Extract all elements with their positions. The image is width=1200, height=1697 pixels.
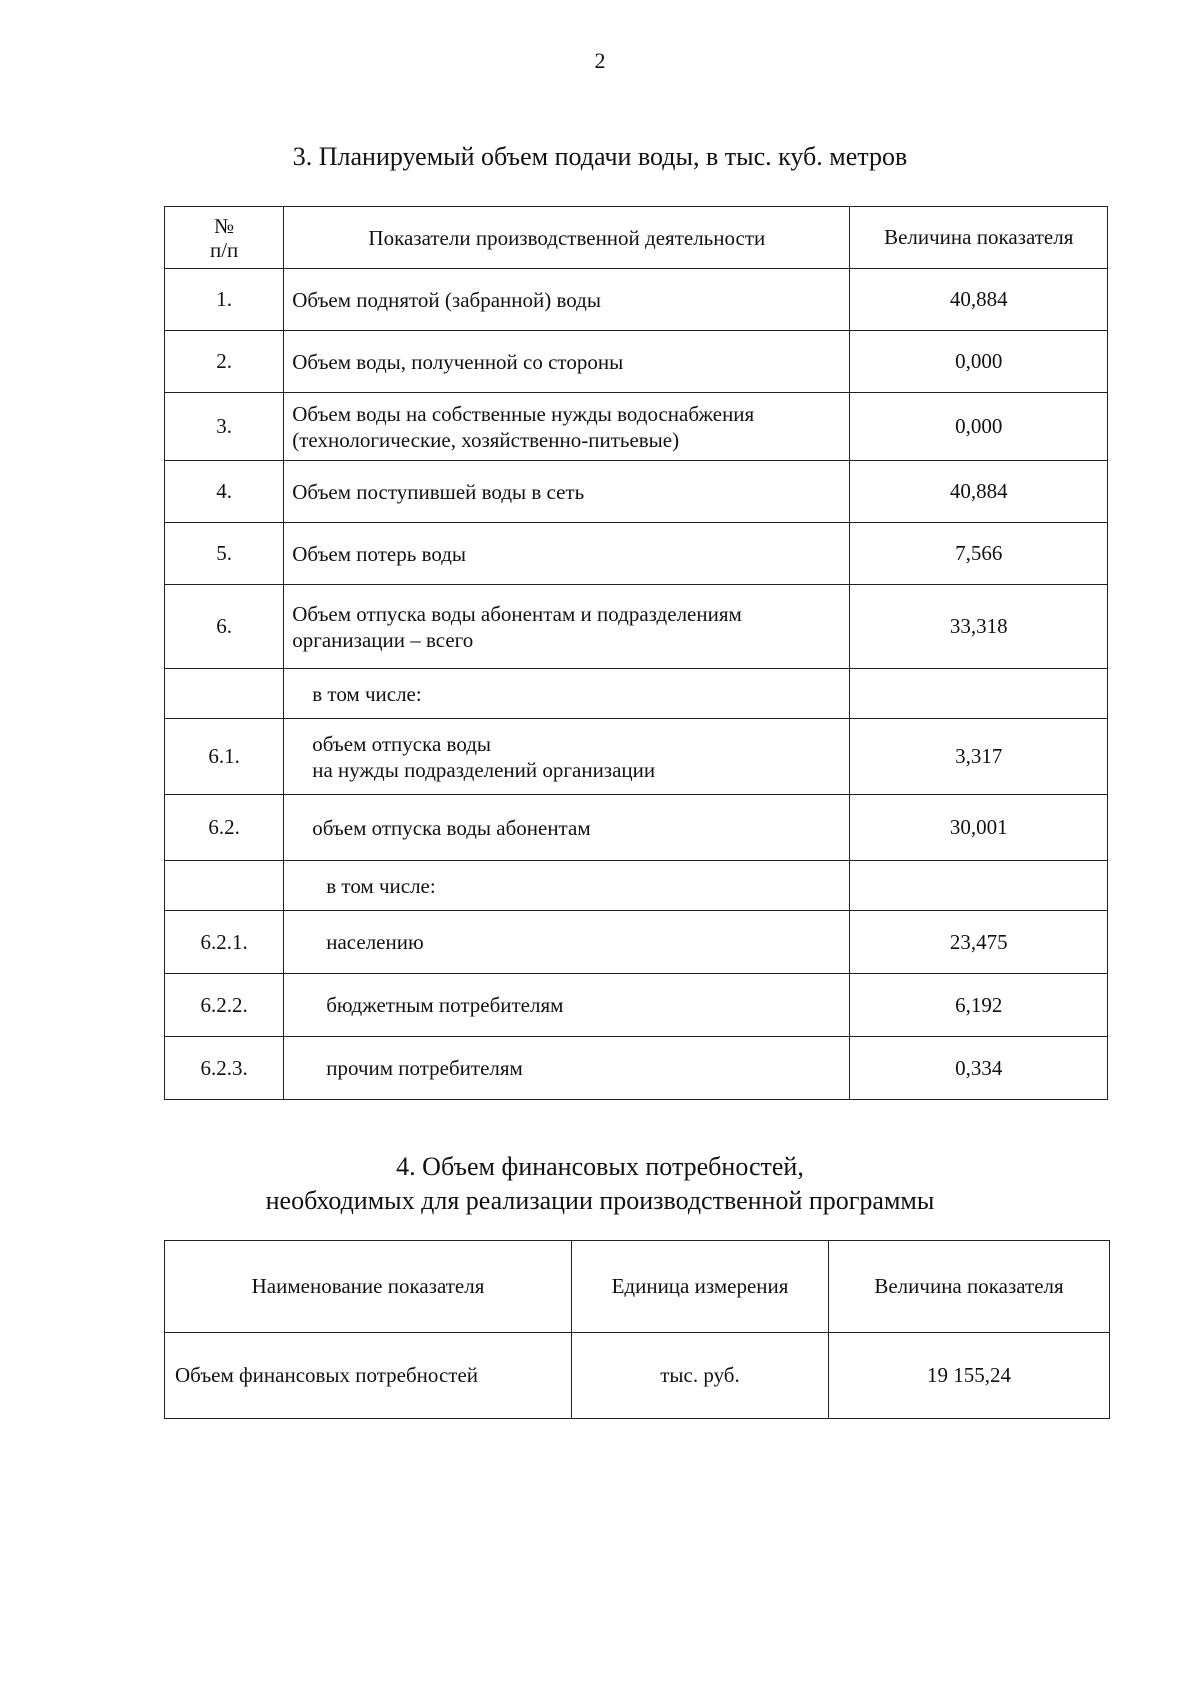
section-4-title-line2: необходимых для реализации производственной программы	[265, 1186, 935, 1215]
row-label: Объем воды на собственные нужды водоснабжения (технологические, хозяйственно-питьевые)	[284, 393, 850, 461]
row-label: Объем отпуска воды абонентам и подразделениям организации – всего	[284, 585, 850, 669]
row-label: бюджетным потребителям	[284, 974, 850, 1037]
table-header-row	[165, 1241, 1110, 1333]
row-num: 6.	[165, 585, 284, 669]
row-label: прочим потребителям	[284, 1037, 850, 1100]
row-label: в том числе:	[284, 861, 850, 911]
row-value: 30,001	[850, 795, 1108, 861]
row-value	[850, 669, 1108, 719]
row-value: 19 155,24	[829, 1333, 1110, 1419]
row-value: 23,475	[850, 911, 1108, 974]
row-label: объем отпуска воды на нужды подразделений организации	[284, 719, 850, 795]
table-row	[165, 585, 1108, 669]
row-num: 5.	[165, 523, 284, 585]
section-4-title-line1: 4. Объем финансовых потребностей,	[396, 1152, 804, 1181]
row-num: 1.	[165, 269, 284, 331]
header-value: Величина показателя	[850, 207, 1108, 269]
row-num: 2.	[165, 331, 284, 393]
section-3-title: 3. Планируемый объем подачи воды, в тыс. куб. метров	[292, 142, 908, 171]
row-num: 6.2.	[165, 795, 284, 861]
row-value: 0,334	[850, 1037, 1108, 1100]
table-row	[165, 974, 1108, 1037]
section-4-title	[0, 1150, 1200, 1218]
table-row	[165, 795, 1108, 861]
row-num	[165, 669, 284, 719]
header-unit: Единица измерения	[572, 1241, 829, 1333]
row-value: 40,884	[850, 461, 1108, 523]
row-value: 33,318	[850, 585, 1108, 669]
row-value	[850, 861, 1108, 911]
financial-needs-table	[164, 1240, 1110, 1419]
table-row	[165, 523, 1108, 585]
table-row	[165, 461, 1108, 523]
table-row	[165, 331, 1108, 393]
row-label: Объем поступившей воды в сеть	[284, 461, 850, 523]
table-row	[165, 669, 1108, 719]
row-num	[165, 861, 284, 911]
row-value: 7,566	[850, 523, 1108, 585]
row-value: 40,884	[850, 269, 1108, 331]
row-name: Объем финансовых потребностей	[165, 1333, 572, 1419]
water-supply-table	[164, 206, 1108, 1100]
row-label: Объем воды, полученной со стороны	[284, 331, 850, 393]
row-label: в том числе:	[284, 669, 850, 719]
table-row	[165, 393, 1108, 461]
row-num: 6.2.1.	[165, 911, 284, 974]
table-row	[165, 911, 1108, 974]
table-row	[165, 719, 1108, 795]
row-num: 4.	[165, 461, 284, 523]
row-num: 3.	[165, 393, 284, 461]
table-row	[165, 269, 1108, 331]
page-number: 2	[594, 48, 606, 73]
row-label: Объем поднятой (забранной) воды	[284, 269, 850, 331]
header-value: Величина показателя	[829, 1241, 1110, 1333]
row-value: 0,000	[850, 393, 1108, 461]
row-num: 6.1.	[165, 719, 284, 795]
row-value: 3,317	[850, 719, 1108, 795]
header-indicator: Показатели производственной деятельности	[284, 207, 850, 269]
row-value: 6,192	[850, 974, 1108, 1037]
table-row	[165, 1333, 1110, 1419]
row-unit: тыс. руб.	[572, 1333, 829, 1419]
row-num: 6.2.2.	[165, 974, 284, 1037]
row-value: 0,000	[850, 331, 1108, 393]
row-num: 6.2.3.	[165, 1037, 284, 1100]
header-name: Наименование показателя	[165, 1241, 572, 1333]
table-row	[165, 1037, 1108, 1100]
table-row	[165, 861, 1108, 911]
row-label: Объем потерь воды	[284, 523, 850, 585]
header-num: № п/п	[165, 207, 284, 269]
table-header-row	[165, 207, 1108, 269]
row-label: населению	[284, 911, 850, 974]
row-label: объем отпуска воды абонентам	[284, 795, 850, 861]
